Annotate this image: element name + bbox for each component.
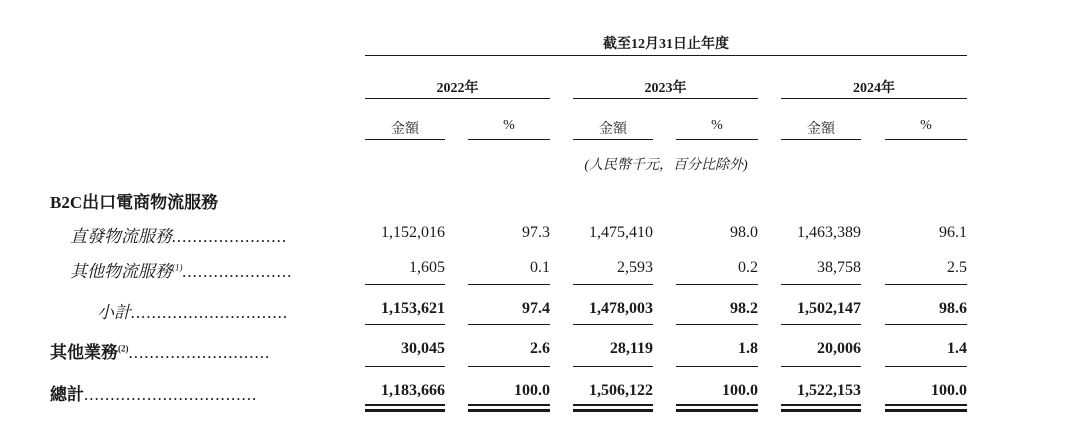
rule-pre-subtotal-p24 [885,284,967,285]
leader-dots: ...................... [172,227,288,246]
row-label-text: 其他物流服務 [70,262,172,281]
col-pct-2023: % [711,118,723,133]
row-label-text: 小計 [97,303,131,322]
double-rule-p22-top [468,404,550,406]
row-label-other-logistics [70,257,293,282]
rule-pre-total-p24 [885,366,967,367]
col-underline-a24 [781,139,861,140]
rule-pre-subtotal-p22 [468,284,550,285]
row-label-text: 其他業務 [50,343,118,362]
rule-pre-subtotal-a24 [781,284,861,285]
year-2022-underline [365,98,550,99]
rule-pre-total-a22 [365,366,445,367]
cell-other-log-amt-2024: 38,758 [817,259,861,276]
cell-direct-amt-2023: 1,475,410 [589,224,653,241]
col-underline-p23 [676,139,758,140]
rule-pre-total-p23 [676,366,758,367]
double-rule-p24-bottom [885,409,967,412]
double-rule-p23-top [676,404,758,406]
cell-direct-pct-2024: 96.1 [939,224,967,241]
double-rule-p23-bottom [676,409,758,412]
cell-total-pct-2024: 100.0 [931,382,967,399]
rule-pre-total-p22 [468,366,550,367]
cell-total-pct-2023: 100.0 [722,382,758,399]
rule-post-subtotal-p22 [468,324,550,325]
double-rule-a22-bottom [365,409,445,412]
footnote-marker: (1) [172,262,183,273]
col-amount-2023: 金額 [599,122,627,137]
cell-subtotal-pct-2022: 97.4 [522,300,550,317]
cell-other-biz-amt-2023: 28,119 [609,340,653,357]
row-label-text: 總計 [50,385,84,404]
double-rule-a23-top [573,404,653,406]
double-rule-p24-top [885,404,967,406]
cell-other-biz-amt-2022: 30,045 [401,340,445,357]
cell-other-biz-pct-2024: 1.4 [947,340,967,357]
cell-total-amt-2022: 1,183,666 [381,382,445,399]
col-underline-p22 [468,139,550,140]
double-rule-p22-bottom [468,409,550,412]
rule-post-subtotal-a24 [781,324,861,325]
cell-direct-amt-2024: 1,463,389 [797,224,861,241]
leader-dots: .............................. [131,303,289,322]
double-rule-a24-top [781,404,861,406]
period-header: 截至12月31日止年度 [603,37,729,52]
rule-pre-subtotal-a22 [365,284,445,285]
rule-post-subtotal-p23 [676,324,758,325]
cell-other-log-pct-2024: 2.5 [947,259,967,276]
year-2023-underline [573,98,758,99]
cell-subtotal-amt-2023: 1,478,003 [589,300,653,317]
unit-note: (人民幣千元，百分比除外) [584,158,748,173]
cell-total-amt-2024: 1,522,153 [797,382,861,399]
double-rule-a22-top [365,404,445,406]
cell-subtotal-pct-2023: 98.2 [730,300,758,317]
footnote-marker: (2) [118,343,129,354]
year-2022: 2022年 [436,81,479,96]
cell-direct-pct-2022: 97.3 [522,224,550,241]
col-underline-p24 [885,139,967,140]
rule-pre-subtotal-p23 [676,284,758,285]
row-label-direct [70,222,288,247]
row-label-text: 直發物流服務 [70,227,172,246]
year-2024: 2024年 [853,81,895,96]
row-label-other-business [50,338,270,363]
cell-total-amt-2023: 1,506,122 [589,382,653,399]
year-2023: 2023年 [644,81,687,96]
cell-total-pct-2022: 100.0 [514,382,550,399]
year-2024-underline [781,98,967,99]
leader-dots: ................................. [84,385,258,404]
col-underline-a22 [365,139,445,140]
double-rule-a23-bottom [573,409,653,412]
rule-pre-total-a24 [781,366,861,367]
col-amount-2022: 金額 [391,122,419,137]
cell-other-biz-pct-2023: 1.8 [738,340,758,357]
cell-other-biz-amt-2024: 20,006 [817,340,861,357]
rule-pre-subtotal-a23 [573,284,653,285]
rule-post-subtotal-a22 [365,324,445,325]
cell-subtotal-pct-2024: 98.6 [939,300,967,317]
cell-other-biz-pct-2022: 2.6 [530,340,550,357]
leader-dots: ........................... [128,343,271,362]
double-rule-a24-bottom [781,409,861,412]
cell-subtotal-amt-2022: 1,153,621 [381,300,445,317]
col-pct-2022: % [503,118,515,133]
row-label-subtotal [97,298,289,323]
section-title-b2c: B2C出口電商物流服務 [50,193,219,212]
col-pct-2024: % [920,118,932,133]
rule-post-subtotal-a23 [573,324,653,325]
col-underline-a23 [573,139,653,140]
rule-pre-total-a23 [573,366,653,367]
cell-other-log-pct-2022: 0.1 [530,259,550,276]
cell-other-log-amt-2023: 2,593 [617,259,653,276]
leader-dots: ..................... [182,262,293,281]
rule-post-subtotal-p24 [885,324,967,325]
cell-subtotal-amt-2024: 1,502,147 [797,300,861,317]
cell-other-log-amt-2022: 1,605 [409,259,445,276]
cell-direct-amt-2022: 1,152,016 [381,224,445,241]
row-label-total [50,380,257,405]
col-amount-2024: 金額 [807,122,835,137]
cell-direct-pct-2023: 98.0 [730,224,758,241]
cell-other-log-pct-2023: 0.2 [738,259,758,276]
period-underline [365,55,967,56]
